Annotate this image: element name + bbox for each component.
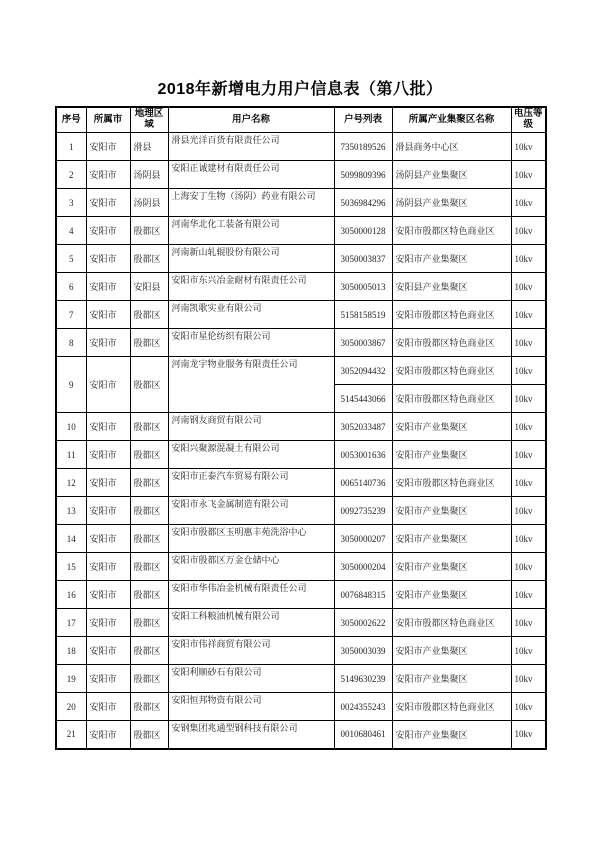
cell-name: 安阳市永飞金属制造有限公司: [168, 497, 334, 525]
cell-region: 殷都区: [130, 581, 168, 609]
cell-voltage: 10kv: [511, 217, 546, 245]
cell-region: 殷都区: [130, 469, 168, 497]
table-row: [56, 609, 546, 637]
cell-voltage: 10kv: [511, 385, 546, 413]
cell-name: 安阳兴聚源混凝土有限公司: [168, 441, 334, 469]
cell-seq: 17: [56, 609, 86, 637]
table-row: [56, 245, 546, 273]
cell-cluster: 安阳市产业集聚区: [392, 497, 511, 525]
table-row: [56, 273, 546, 301]
cell-name: 安阳市东兴冶金耐材有限责任公司: [168, 273, 334, 301]
table-row: [56, 133, 546, 161]
cell-region: 殷都区: [130, 497, 168, 525]
cell-city: 安阳市: [86, 525, 130, 553]
table-row: [56, 497, 546, 525]
cell-cluster: 安阳市产业集聚区: [392, 441, 511, 469]
cell-cluster: 汤阴县产业集聚区: [392, 161, 511, 189]
cell-account: 0024355243: [334, 693, 392, 721]
cell-seq: 15: [56, 553, 86, 581]
cell-region: 殷都区: [130, 525, 168, 553]
cell-account: 3050003867: [334, 329, 392, 357]
cell-name: 河南凯歌实业有限公司: [168, 301, 334, 329]
cell-region: 汤阴县: [130, 161, 168, 189]
cell-seq: 16: [56, 581, 86, 609]
cell-city: 安阳市: [86, 245, 130, 273]
cell-city: 安阳市: [86, 189, 130, 217]
table-body: [56, 133, 546, 749]
cell-name: 河南华北化工装备有限公司: [168, 217, 334, 245]
cell-voltage: 10kv: [511, 693, 546, 721]
cell-account: 5099809396: [334, 161, 392, 189]
cell-seq: 19: [56, 665, 86, 693]
table-row: [56, 413, 546, 441]
cell-name: 安阳恒邦物资有限公司: [168, 693, 334, 721]
cell-city: 安阳市: [86, 273, 130, 301]
cell-name: 安阳利顺砂石有限公司: [168, 665, 334, 693]
cell-seq: 4: [56, 217, 86, 245]
cell-account: 0065140736: [334, 469, 392, 497]
cell-voltage: 10kv: [511, 609, 546, 637]
cell-account: 3050003837: [334, 245, 392, 273]
cell-account: 5149630239: [334, 665, 392, 693]
header-cell-seq: 序号: [56, 107, 86, 133]
cell-city: 安阳市: [86, 581, 130, 609]
cell-cluster: 安阳市产业集聚区: [392, 525, 511, 553]
table-row: [56, 161, 546, 189]
table-row: [56, 469, 546, 497]
cell-name: 安阳正诚建材有限责任公司: [168, 161, 334, 189]
cell-seq: 13: [56, 497, 86, 525]
cell-name: 河南龙宇物业服务有限责任公司: [168, 357, 334, 413]
cell-city: 安阳市: [86, 637, 130, 665]
cell-city: 安阳市: [86, 301, 130, 329]
cell-seq: 12: [56, 469, 86, 497]
cell-voltage: 10kv: [511, 553, 546, 581]
cell-city: 安阳市: [86, 161, 130, 189]
cell-cluster: 安阳市产业集聚区: [392, 245, 511, 273]
cell-city: 安阳市: [86, 441, 130, 469]
cell-seq: 5: [56, 245, 86, 273]
cell-region: 殷都区: [130, 301, 168, 329]
cell-name: 安阳市殷都区万金仓储中心: [168, 553, 334, 581]
header-cell-voltage: 电压等级: [511, 107, 546, 133]
table-row: [56, 441, 546, 469]
table-row: [56, 217, 546, 245]
cell-region: 安阳县: [130, 273, 168, 301]
table-row: [56, 721, 546, 749]
cell-name: 安阳市华伟冶金机械有限责任公司: [168, 581, 334, 609]
table-row: [56, 301, 546, 329]
cell-name: 安阳市伟祥商贸有限公司: [168, 637, 334, 665]
cell-account: 0076848315: [334, 581, 392, 609]
cell-region: 殷都区: [130, 217, 168, 245]
cell-voltage: 10kv: [511, 329, 546, 357]
cell-voltage: 10kv: [511, 273, 546, 301]
page-title: 2018年新增电力用户信息表（第八批）: [157, 81, 443, 98]
cell-city: 安阳市: [86, 217, 130, 245]
cell-cluster: 安阳市殷都区特色商业区: [392, 693, 511, 721]
cell-account: 3052033487: [334, 413, 392, 441]
cell-cluster: 安阳市产业集聚区: [392, 581, 511, 609]
cell-city: 安阳市: [86, 413, 130, 441]
cell-cluster: 汤阴县产业集聚区: [392, 189, 511, 217]
cell-name: 安阳工科粮油机械有限公司: [168, 609, 334, 637]
cell-account: 0092735239: [334, 497, 392, 525]
cell-cluster: 安阳市殷都区特色商业区: [392, 469, 511, 497]
cell-city: 安阳市: [86, 469, 130, 497]
cell-voltage: 10kv: [511, 497, 546, 525]
cell-account: 5145443066: [334, 385, 392, 413]
cell-region: 殷都区: [130, 721, 168, 749]
cell-account: 0053001636: [334, 441, 392, 469]
cell-cluster: 安阳市殷都区特色商业区: [392, 609, 511, 637]
cell-voltage: 10kv: [511, 413, 546, 441]
cell-voltage: 10kv: [511, 357, 546, 385]
cell-cluster: 安阳市产业集聚区: [392, 413, 511, 441]
cell-account: 3050002622: [334, 609, 392, 637]
cell-region: 殷都区: [130, 693, 168, 721]
cell-city: 安阳市: [86, 497, 130, 525]
table-row: [56, 357, 546, 385]
cell-cluster: 安阳市产业集聚区: [392, 721, 511, 749]
cell-region: 汤阴县: [130, 189, 168, 217]
cell-region: 殷都区: [130, 329, 168, 357]
cell-region: 滑县: [130, 133, 168, 161]
cell-seq: 6: [56, 273, 86, 301]
cell-voltage: 10kv: [511, 525, 546, 553]
cell-voltage: 10kv: [511, 581, 546, 609]
cell-cluster: 安阳市殷都区特色商业区: [392, 301, 511, 329]
cell-account: 7350189526: [334, 133, 392, 161]
header-row: [56, 107, 546, 133]
cell-seq: 2: [56, 161, 86, 189]
cell-account: 3052094432: [334, 357, 392, 385]
cell-voltage: 10kv: [511, 301, 546, 329]
cell-region: 殷都区: [130, 637, 168, 665]
cell-region: 殷都区: [130, 609, 168, 637]
header-cell-region: 地理区域: [130, 107, 168, 133]
cell-seq: 20: [56, 693, 86, 721]
table-row: [56, 581, 546, 609]
cell-seq: 1: [56, 133, 86, 161]
table-row: [56, 693, 546, 721]
cell-seq: 7: [56, 301, 86, 329]
cell-account: 3050003039: [334, 637, 392, 665]
cell-region: 殷都区: [130, 357, 168, 413]
cell-city: 安阳市: [86, 357, 130, 413]
cell-city: 安阳市: [86, 721, 130, 749]
table-row: [56, 329, 546, 357]
cell-seq: 21: [56, 721, 86, 749]
cell-region: 殷都区: [130, 245, 168, 273]
cell-voltage: 10kv: [511, 245, 546, 273]
header-cell-cluster: 所属产业集聚区名称: [392, 107, 511, 133]
cell-voltage: 10kv: [511, 721, 546, 749]
cell-name: 安阳市星伦纺织有限公司: [168, 329, 334, 357]
cell-name: 上海安丁生物（汤阴）药业有限公司: [168, 189, 334, 217]
header-cell-city: 所属市: [86, 107, 130, 133]
table-row: [56, 525, 546, 553]
cell-voltage: 10kv: [511, 469, 546, 497]
cell-account: 5036984296: [334, 189, 392, 217]
cell-cluster: 安阳县产业集聚区: [392, 273, 511, 301]
cell-city: 安阳市: [86, 609, 130, 637]
cell-city: 安阳市: [86, 665, 130, 693]
cell-name: 滑县光洋百货有限责任公司: [168, 133, 334, 161]
cell-voltage: 10kv: [511, 665, 546, 693]
cell-cluster: 安阳市产业集聚区: [392, 637, 511, 665]
cell-cluster: 安阳市产业集聚区: [392, 553, 511, 581]
cell-seq: 10: [56, 413, 86, 441]
cell-region: 殷都区: [130, 553, 168, 581]
cell-cluster: 安阳市殷都区特色商业区: [392, 385, 511, 413]
cell-city: 安阳市: [86, 133, 130, 161]
cell-seq: 8: [56, 329, 86, 357]
cell-seq: 9: [56, 357, 86, 413]
table-row: [56, 637, 546, 665]
cell-seq: 11: [56, 441, 86, 469]
cell-region: 殷都区: [130, 665, 168, 693]
cell-city: 安阳市: [86, 329, 130, 357]
user-table: [55, 106, 547, 750]
cell-account: 0010680461: [334, 721, 392, 749]
cell-account: 3050000207: [334, 525, 392, 553]
cell-account: 3050005013: [334, 273, 392, 301]
cell-name: 安阳市正泰汽车贸易有限公司: [168, 469, 334, 497]
cell-city: 安阳市: [86, 553, 130, 581]
header-cell-name: 用户名称: [168, 107, 334, 133]
cell-name: 安钢集团兆通型钢科技有限公司: [168, 721, 334, 749]
cell-voltage: 10kv: [511, 189, 546, 217]
cell-voltage: 10kv: [511, 133, 546, 161]
table-row: [56, 189, 546, 217]
cell-name: 河南新山轧辊股份有限公司: [168, 245, 334, 273]
cell-seq: 14: [56, 525, 86, 553]
cell-cluster: 安阳市殷都区特色商业区: [392, 329, 511, 357]
cell-voltage: 10kv: [511, 161, 546, 189]
cell-name: 河南钢友商贸有限公司: [168, 413, 334, 441]
table-row: [56, 665, 546, 693]
cell-account: 3050000128: [334, 217, 392, 245]
table-header: [56, 107, 546, 133]
header-cell-account: 户号列表: [334, 107, 392, 133]
cell-seq: 3: [56, 189, 86, 217]
cell-account: 5158158519: [334, 301, 392, 329]
cell-voltage: 10kv: [511, 637, 546, 665]
cell-name: 安阳市殷都区玉明惠丰苑洗浴中心: [168, 525, 334, 553]
cell-account: 3050000204: [334, 553, 392, 581]
cell-cluster: 滑县商务中心区: [392, 133, 511, 161]
cell-region: 殷都区: [130, 413, 168, 441]
cell-cluster: 安阳市产业集聚区: [392, 665, 511, 693]
cell-cluster: 安阳市殷都区特色商业区: [392, 217, 511, 245]
cell-region: 殷都区: [130, 441, 168, 469]
table-row: [56, 553, 546, 581]
user-table-container: [55, 106, 545, 750]
cell-voltage: 10kv: [511, 441, 546, 469]
cell-cluster: 安阳市殷都区特色商业区: [392, 357, 511, 385]
cell-seq: 18: [56, 637, 86, 665]
cell-city: 安阳市: [86, 693, 130, 721]
